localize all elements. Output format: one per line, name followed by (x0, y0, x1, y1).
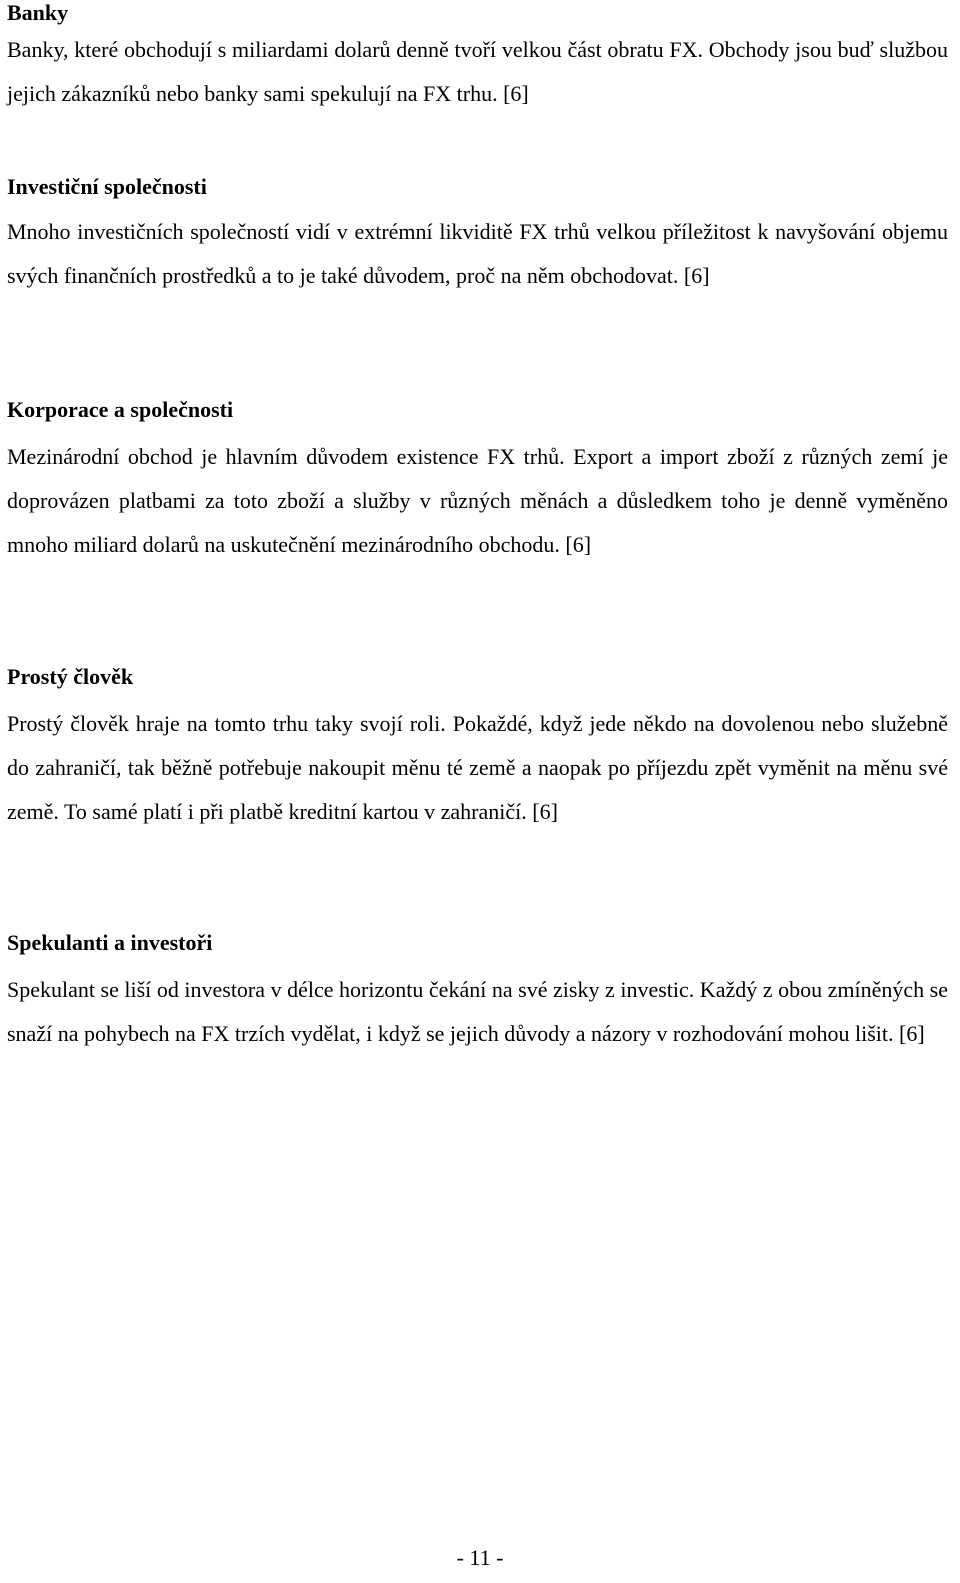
section-heading: Korporace a společnosti (7, 397, 234, 422)
section-paragraph: Prostý člověk hraje na tomto trhu taky svojí roli. Pokaždé, když jede někdo na dovolenou nebo služebně do zahraničí, tak běžně potřebuje nakoupit měnu té země a naopak po příjezdu zpět vyměnit na měnu své země. To samé platí i při platbě kreditní kartou v zahraničí. [6] (7, 711, 948, 824)
section-prosty-clovek (7, 664, 948, 834)
section-paragraph: Banky, které obchodují s miliardami dolarů denně tvoří velkou část obratu FX. Obchody jsou buď službou jejich zákazníků nebo banky sami spekulují na FX trhu. [6] (7, 37, 948, 106)
section-heading: Investiční společnosti (7, 174, 207, 199)
page-number: - 11 - (456, 1545, 504, 1570)
section-paragraph: Spekulant se liší od investora v délce horizontu čekání na své zisky z investic. Každý z obou zmíněných se snaží na pohybech na FX trzích vydělat, i když se jejich důvody a názory v rozhodování mohou lišit. [6] (7, 977, 948, 1046)
section-banky (7, 0, 948, 116)
section-investicni-spolecnosti (7, 174, 948, 298)
section-heading: Prostý člověk (7, 664, 134, 689)
section-spekulanti-a-investori (7, 930, 948, 1056)
section-korporace-a-spolecnosti (7, 397, 948, 567)
section-heading: Spekulanti a investoři (7, 930, 213, 955)
section-paragraph: Mezinárodní obchod je hlavním důvodem existence FX trhů. Export a import zboží z různých zemí je doprovázen platbami za toto zboží a služby v různých měnách a důsledkem toho je denně vyměněno mnoho miliard dolarů na uskutečnění mezinárodního obchodu. [6] (7, 444, 948, 557)
section-heading: Banky (7, 0, 69, 25)
section-paragraph: Mnoho investičních společností vidí v extrémní likviditě FX trhů velkou příležitost k navyšování objemu svých finančních prostředků a to je také důvodem, proč na něm obchodovat. [6] (7, 219, 948, 288)
